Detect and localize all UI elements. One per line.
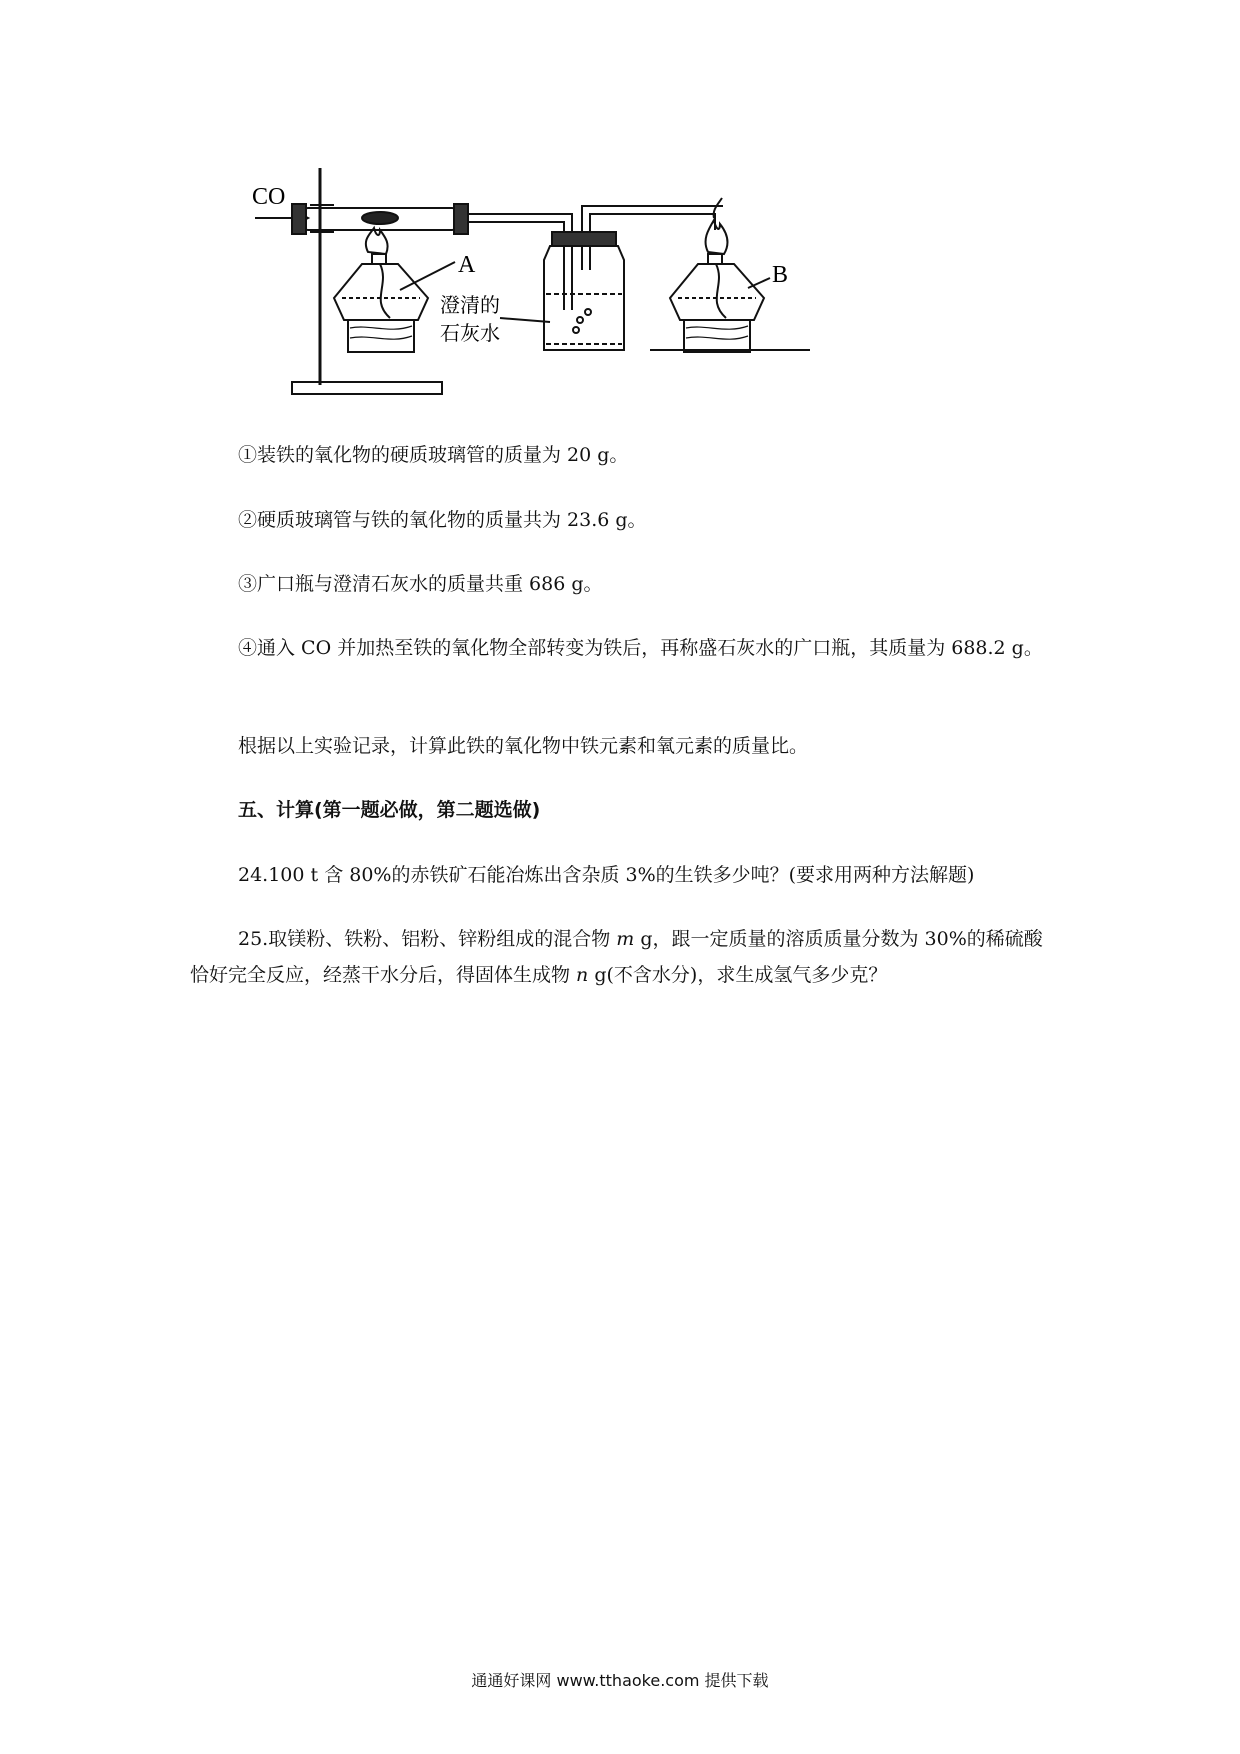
q25-var-n: n — [576, 964, 589, 986]
q25-var-m: m — [616, 928, 635, 950]
lamp-b-block-grain — [686, 326, 748, 339]
lamp-a-wick — [380, 264, 390, 318]
bubble-2 — [585, 309, 591, 315]
apparatus-diagram — [250, 160, 840, 400]
q25-part3: g(不含水分)，求生成氢气多少克？ — [588, 964, 888, 986]
wide-mouth-bottle — [544, 246, 624, 350]
record-2: ②硬质玻璃管与铁的氧化物的质量共为 23.6 g。 — [238, 509, 647, 531]
record-4: ④通入 CO 并加热至铁的氧化物全部转变为铁后，再称盛石灰水的广口瓶，其质量为 688.2 g。 — [238, 637, 1043, 659]
lamp-a-block-grain — [350, 326, 412, 339]
label-b: B — [772, 262, 789, 288]
label-limewater-line1: 澄清的 — [440, 293, 500, 317]
label-limewater-line2: 石灰水 — [440, 321, 500, 345]
iron-oxide-sample — [362, 212, 398, 224]
bottle-stopper — [552, 232, 616, 246]
record-3: ③广口瓶与澄清石灰水的质量共重 686 g。 — [238, 573, 603, 595]
lamp-a-neck — [372, 254, 386, 264]
apparatus-figure — [250, 160, 840, 400]
question-25 — [190, 921, 1060, 993]
section-title: 五、计算(第一题必做，第二题选做) — [238, 799, 541, 821]
question-text: 根据以上实验记录，计算此铁的氧化物中铁元素和氧元素的质量比。 — [238, 735, 809, 757]
q25-part1: 25.取镁粉、铁粉、铝粉、锌粉组成的混合物 — [238, 928, 617, 950]
footer-text: 通通好课网 www.tthaoke.com 提供下载 — [471, 1671, 769, 1690]
bubble-3 — [573, 327, 579, 333]
flame-a-icon — [366, 228, 388, 254]
flame-b-icon — [706, 220, 728, 254]
lamp-a-block — [348, 320, 414, 352]
pointer-limewater — [500, 318, 550, 322]
tube-stopper-right — [454, 204, 468, 234]
tube-stopper-left — [292, 204, 306, 234]
label-a: A — [458, 252, 476, 278]
question-24: 24.100 t 含 80%的赤铁矿石能冶炼出含杂质 3%的生铁多少吨？(要求用两种方法解题) — [238, 864, 975, 886]
lamp-b-neck — [708, 254, 722, 264]
record-1: ①装铁的氧化物的硬质玻璃管的质量为 20 g。 — [238, 444, 629, 466]
stand-base — [292, 382, 442, 394]
bubble-1 — [577, 317, 583, 323]
lamp-b-wick — [716, 264, 726, 318]
q25-part2: g，跟一定质量的溶质质量分数为 30%的稀硫酸恰好完全反应，经蒸干水分后，得固体生成物 — [190, 928, 1043, 986]
lamp-b-block — [684, 320, 750, 352]
label-co: CO — [252, 184, 286, 210]
